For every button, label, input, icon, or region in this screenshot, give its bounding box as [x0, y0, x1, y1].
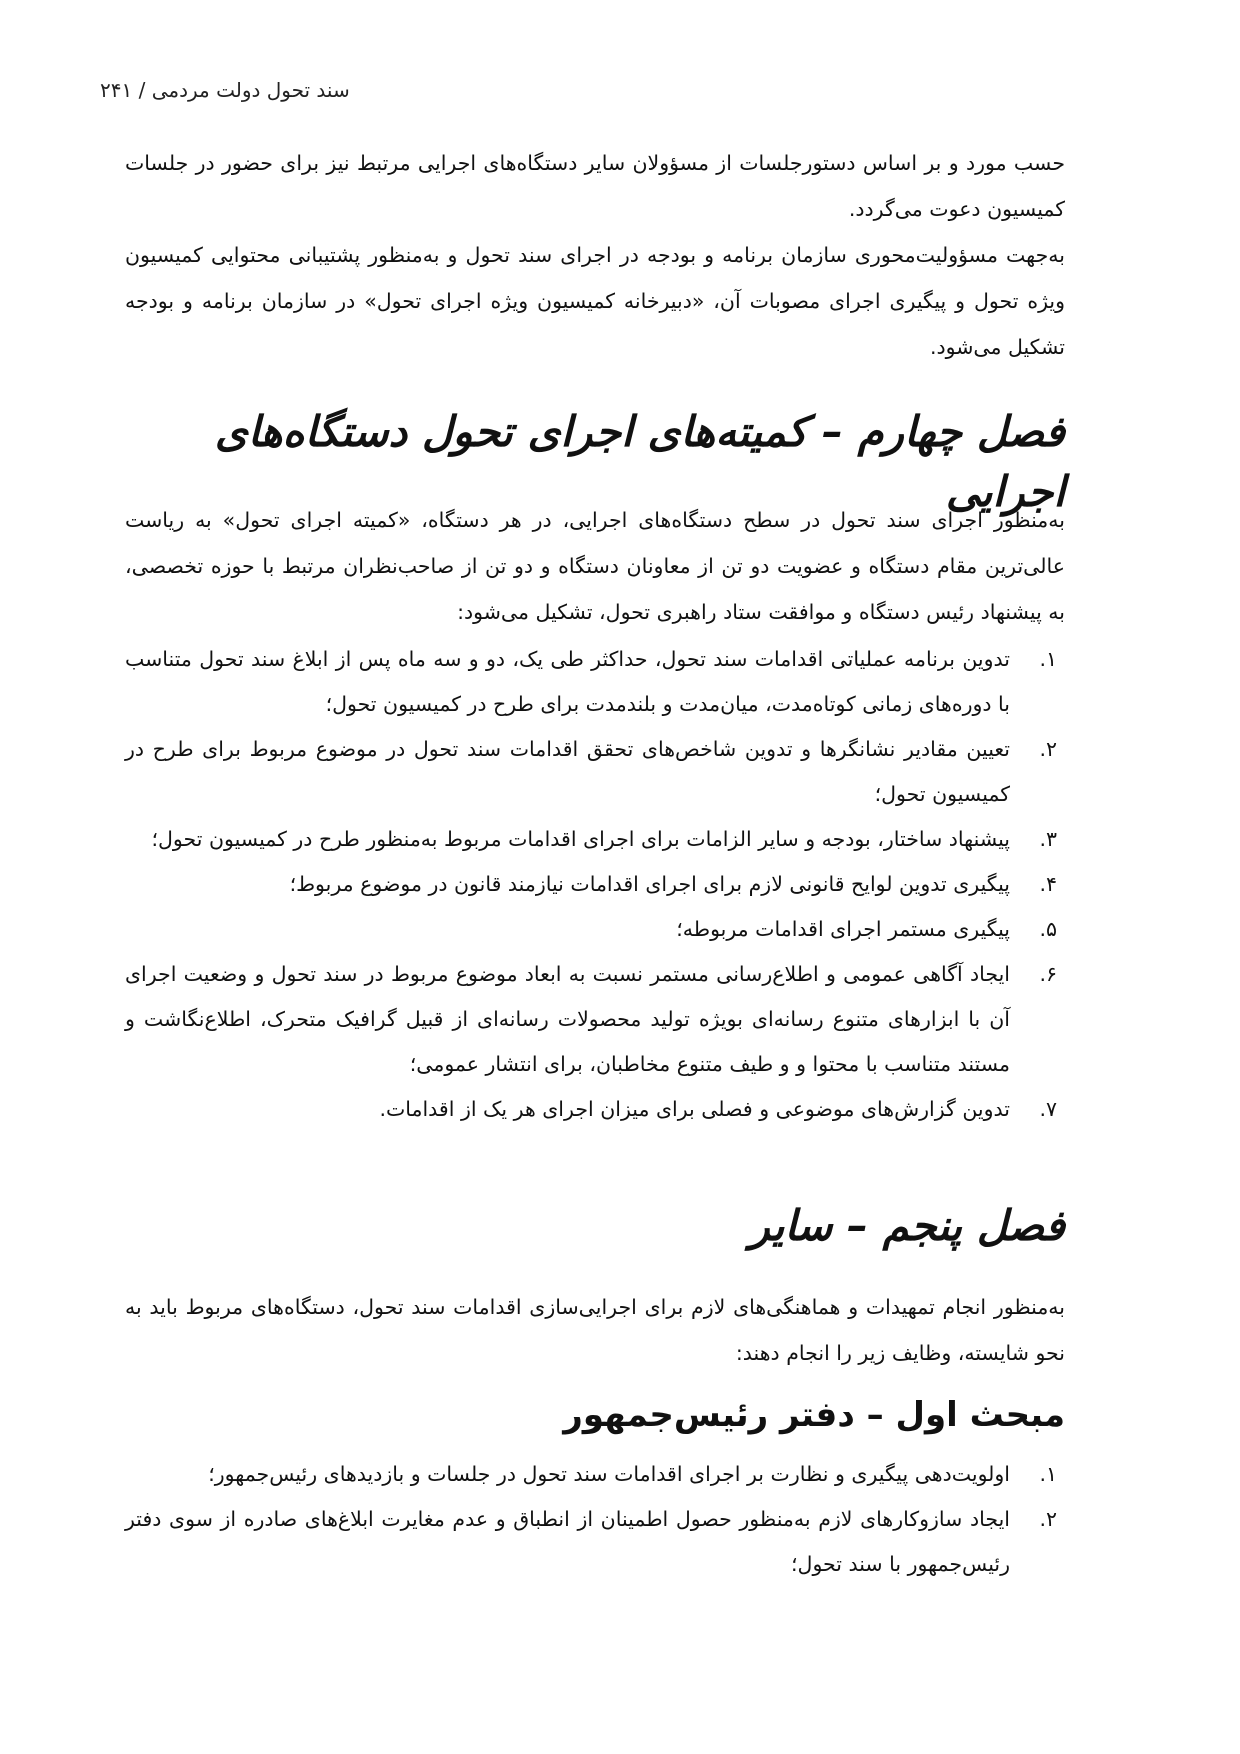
list-text: پیگیری تدوین لوایح قانونی لازم برای اجرای اقدامات نیازمند قانون در موضوع مربوط؛: [289, 872, 1010, 896]
list-text: اولویت‌دهی پیگیری و نظارت بر اجرای اقدامات سند تحول در جلسات و بازدیدهای رئیس‌جمهور؛: [208, 1462, 1010, 1486]
chapter-5: [125, 1196, 1065, 1256]
list-number: ۱.: [1039, 647, 1057, 671]
paragraph: به‌منظور اجرای سند تحول در سطح دستگاه‌های اجرایی، در هر دستگاه، «کمیته اجرای تحول» به ریاست عالی‌ترین مقام دستگاه و عضویت دو تن از معاونان دستگاه و دو تن از صاحب‌نظران مرتبط با حوزه تخصصی، به پیشنهاد رئیس دستگاه و موافقت ستاد راهبری تحول، تشکیل می‌شود:: [125, 508, 1065, 624]
list-item: [125, 1087, 1065, 1132]
paragraph: به‌منظور انجام تمهیدات و هماهنگی‌های لازم برای اجرایی‌سازی اقدامات سند تحول، دستگاه‌های مربوط باید به نحو شایسته، وظایف زیر را انجام دهند:: [125, 1295, 1065, 1365]
list-text: ایجاد سازوکارهای لازم به‌منظور حصول اطمینان از انطباق و عدم مغایرت ابلاغ‌های صادره از سوی دفتر رئیس‌جمهور با سند تحول؛: [125, 1507, 1010, 1576]
list-text: تدوین گزارش‌های موضوعی و فصلی برای میزان اجرای هر یک از اقدامات.: [379, 1097, 1010, 1121]
list-text: تدوین برنامه عملیاتی اقدامات سند تحول، حداکثر طی یک، دو و سه ماه پس از ابلاغ سند تحول متناسب با دوره‌های زمانی کوتاه‌مدت، میان‌مدت و بلندمدت برای طرح در کمیسیون تحول؛: [125, 647, 1010, 716]
list-text: ایجاد آگاهی عمومی و اطلاع‌رسانی مستمر نسبت به ابعاد موضوع مربوط در سند تحول و وضعیت اجرای آن با ابزارهای متنوع رسانه‌ای بویژه تولید محصولات رسانه‌ای از قبیل گرافیک متحرک، اطلاع‌نگاشت و مستند متناسب با محتوا و و طیف متنوع مخاطبان، برای انتشار عمومی؛: [125, 962, 1010, 1076]
list-number: ۷.: [1039, 1097, 1057, 1121]
list-number: ۴.: [1039, 872, 1057, 896]
section-heading: مبحث اول – دفتر رئیس‌جمهور: [563, 1395, 1065, 1435]
section-1: [125, 1390, 1065, 1587]
chapter-heading: فصل پنجم – سایر: [749, 1201, 1065, 1250]
list-number: ۶.: [1039, 962, 1057, 986]
list-number: ۵.: [1039, 917, 1057, 941]
list-text: پیگیری مستمر اجرای اقدامات مربوطه؛: [676, 917, 1010, 941]
list-item: [125, 952, 1065, 1087]
paragraph: حسب مورد و بر اساس دستورجلسات از مسؤولان سایر دستگاه‌های اجرایی مرتبط نیز برای حضور در جلسات کمیسیون دعوت می‌گردد.: [125, 151, 1065, 221]
chapter-5-body: [125, 1284, 1065, 1376]
list-number: ۲.: [1039, 1507, 1057, 1531]
paragraph: به‌جهت مسؤولیت‌محوری سازمان برنامه و بودجه در اجرای سند تحول و به‌منظور پشتیبانی محتوایی کمیسیون ویژه تحول و پیگیری اجرای مصوبات آن، «دبیرخانه کمیسیون ویژه اجرای تحول» در سازمان برنامه و بودجه تشکیل می‌شود.: [125, 243, 1065, 359]
list-text: پیشنهاد ساختار، بودجه و سایر الزامات برای اجرای اقدامات مربوط به‌منظور طرح در کمیسیون تحول؛: [151, 827, 1010, 851]
list-item: [125, 862, 1065, 907]
list-number: ۱.: [1039, 1462, 1057, 1486]
section-1-list: [125, 1452, 1065, 1587]
running-header: سند تحول دولت مردمی / ۲۴۱: [100, 78, 350, 102]
list-item: [125, 1452, 1065, 1497]
list-text: تعیین مقادیر نشانگرها و تدوین شاخص‌های تحقق اقدامات سند تحول در موضوع مربوط برای طرح در کمیسیون تحول؛: [125, 737, 1010, 806]
list-item: [125, 817, 1065, 862]
chapter-4-body: [125, 497, 1065, 1132]
list-item: [125, 727, 1065, 817]
list-item: [125, 1497, 1065, 1587]
list-number: ۳.: [1039, 827, 1057, 851]
chapter-4-list: [125, 637, 1065, 1132]
chapter-heading: فصل چهارم – کمیته‌های اجرای تحول دستگاه‌های اجرایی: [214, 407, 1065, 516]
list-item: [125, 637, 1065, 727]
intro-section: [125, 140, 1065, 370]
list-number: ۲.: [1039, 737, 1057, 761]
list-item: [125, 907, 1065, 952]
